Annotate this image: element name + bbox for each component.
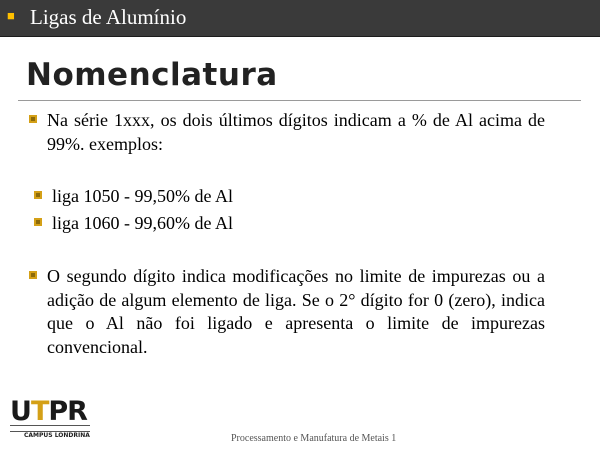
square-bullet-icon <box>34 218 42 226</box>
bullet-text-4: O segundo dígito indica modificações no limite de impurezas ou a adição de algum elemento de liga. Se o 2° dígito for 0 (zero), indica que o Al não foi ligado e apresenta o limite de impurezas convencional. <box>47 266 545 357</box>
title-bar <box>0 0 600 37</box>
title-bullet-icon: ■ <box>7 8 15 23</box>
heading-divider <box>18 100 581 101</box>
square-bullet-icon <box>34 191 42 199</box>
bullet-item-1 <box>47 109 545 156</box>
logo-wordmark: UTPR <box>10 396 87 427</box>
bullet-text-2: liga 1050 - 99,50% de Al <box>52 186 233 206</box>
bullet-item-4 <box>47 265 545 359</box>
slide-footer: Processamento e Manufatura de Metais 1 <box>231 433 397 444</box>
slide-heading: Nomenclatura <box>26 57 278 93</box>
slide-section-title: Ligas de Alumínio <box>30 5 187 29</box>
logo-rule <box>10 425 90 432</box>
utfpr-logo <box>10 398 92 440</box>
bullet-text-3: liga 1060 - 99,60% de Al <box>52 213 233 233</box>
bullet-item-3 <box>52 212 522 236</box>
square-bullet-icon <box>29 271 37 279</box>
logo-campus-label: CAMPUS LONDRINA <box>24 432 90 439</box>
bullet-item-2 <box>52 185 522 209</box>
bullet-text-1: Na série 1xxx, os dois últimos dígitos indicam a % de Al acima de 99%. exemplos: <box>47 110 545 154</box>
square-bullet-icon <box>29 115 37 123</box>
